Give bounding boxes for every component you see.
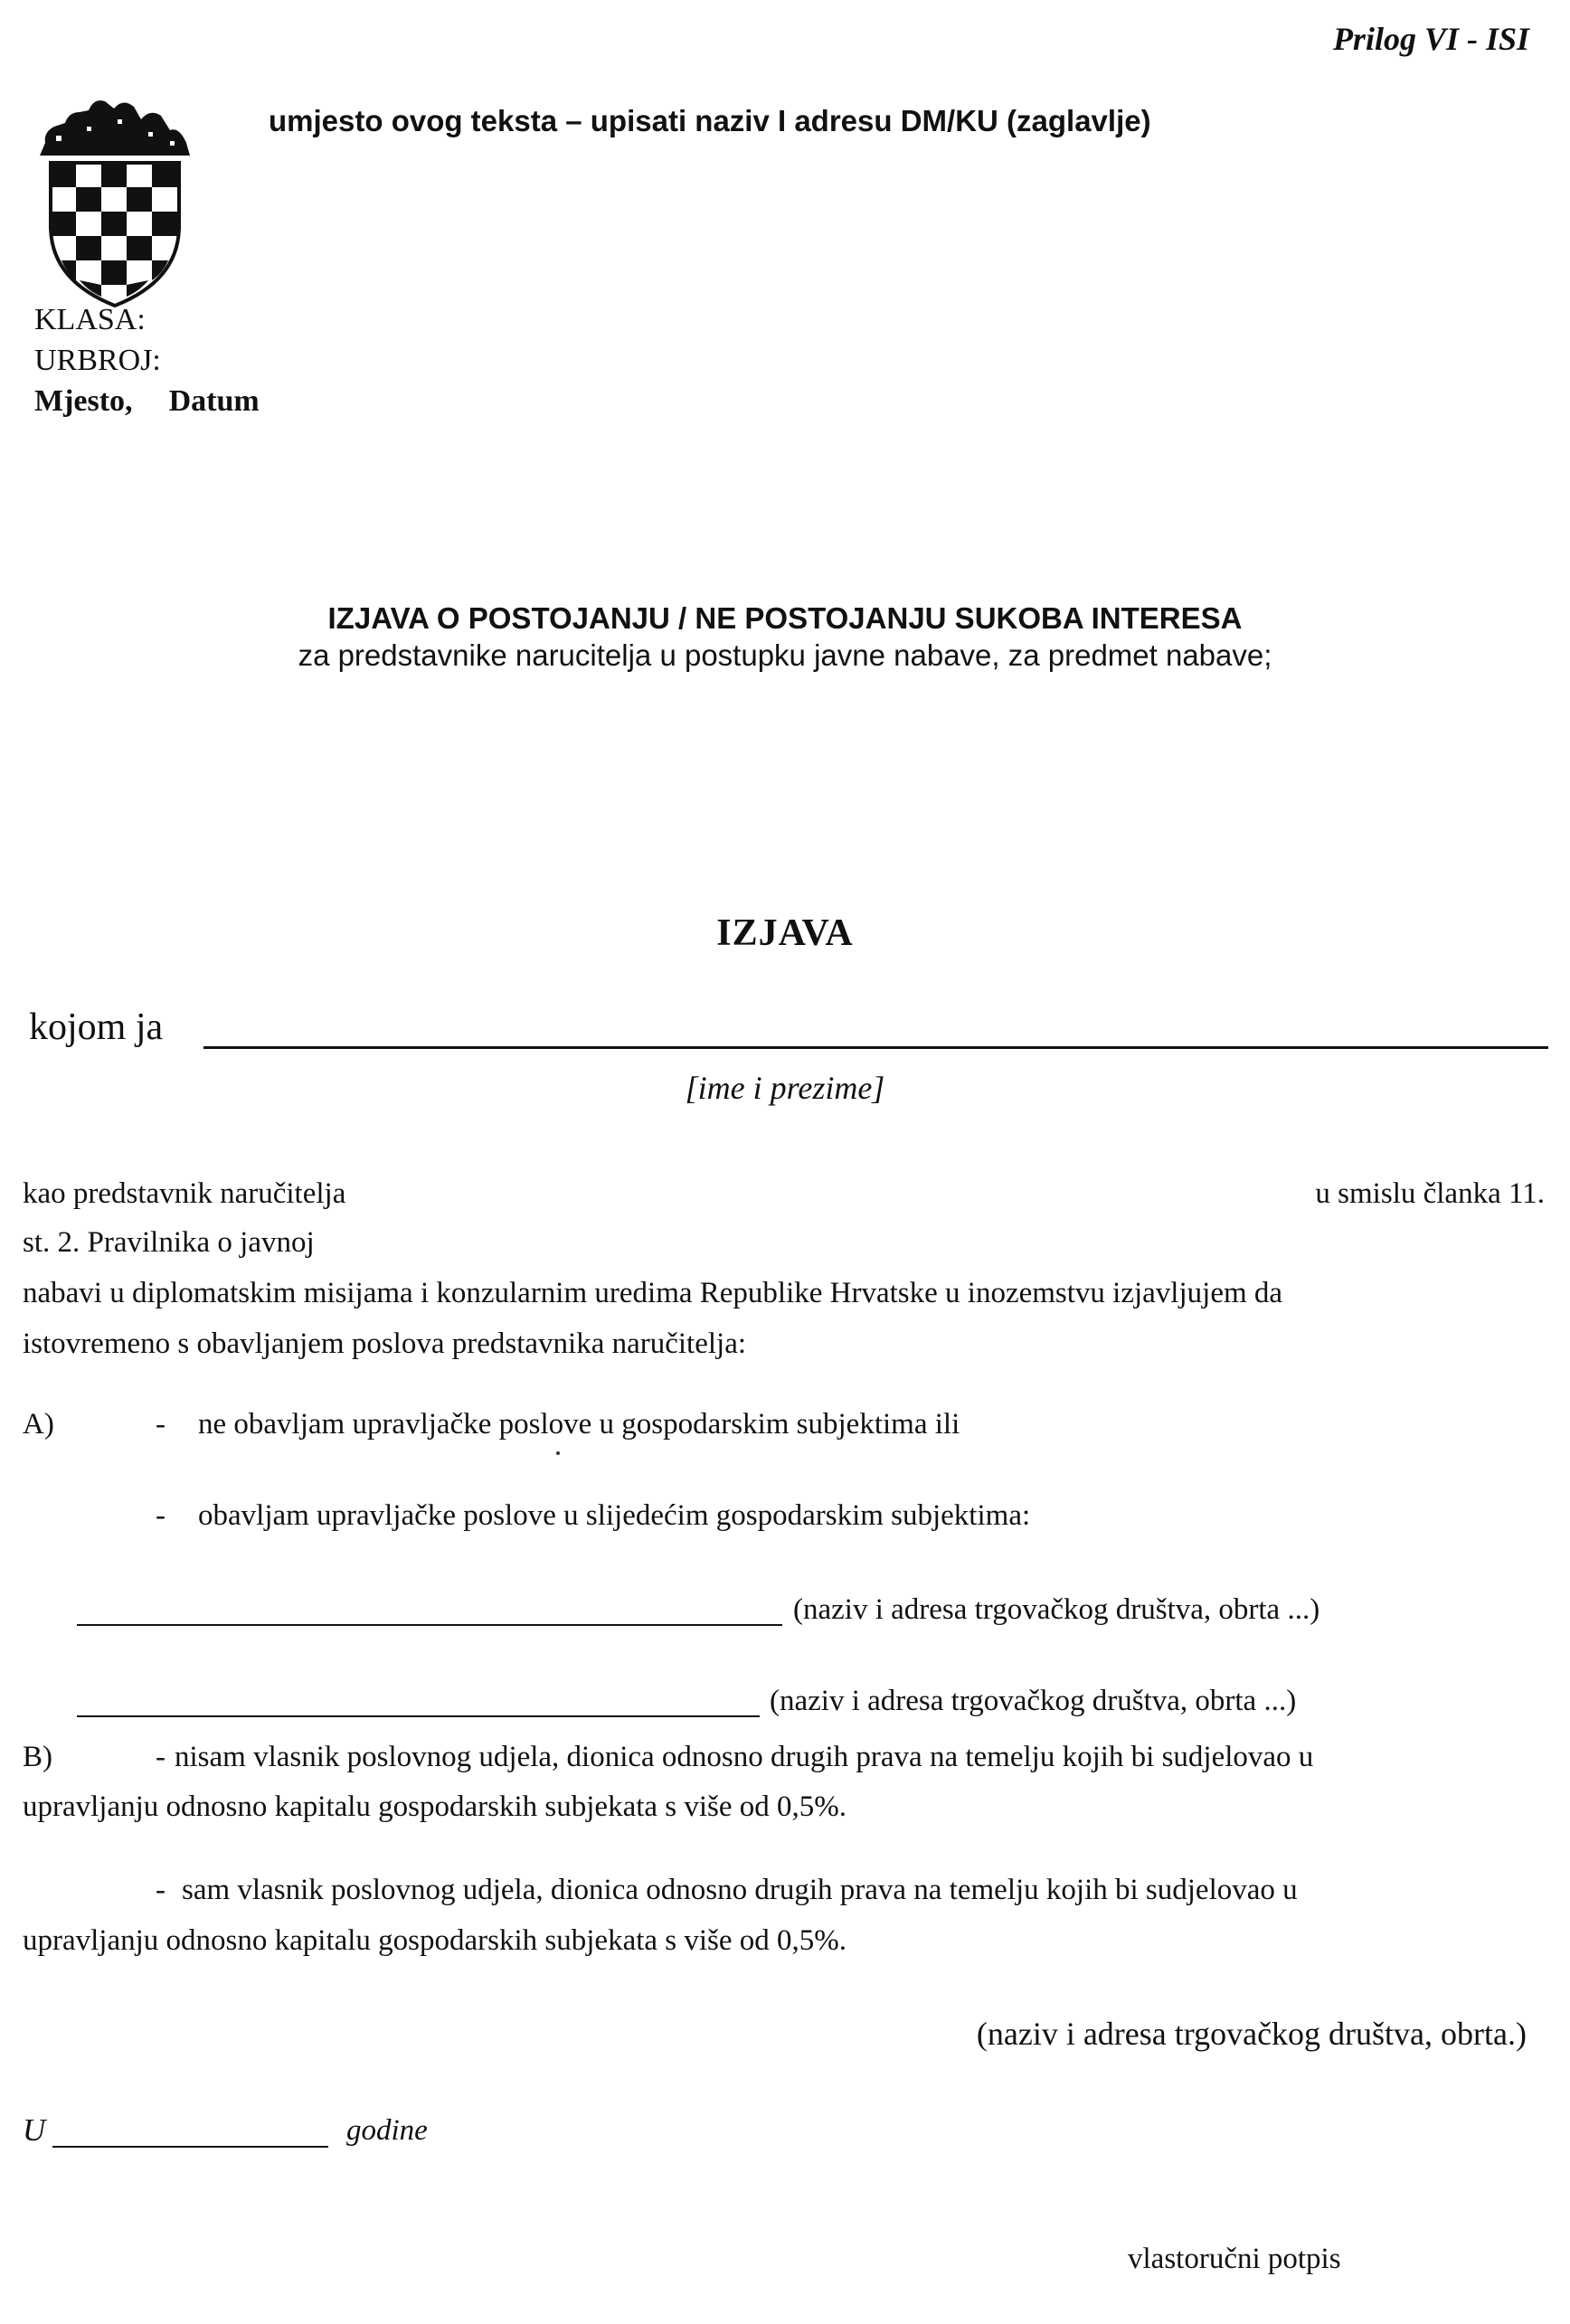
year-suffix: godine: [346, 2114, 428, 2147]
urbroj-label: URBROJ:: [34, 344, 161, 377]
name-blank-line[interactable]: [203, 1046, 1548, 1049]
section-b-option-1: [156, 1741, 1313, 1774]
company-entry-hint-3: (naziv i adresa trgovačkog društva, obrta.): [976, 2016, 1527, 2052]
paragraph-line-4: istovremeno s obavljanjem poslova predstavnika naručitelja:: [23, 1327, 747, 1360]
section-b-option-2-text: sam vlasnik poslovnog udjela, dionica odnosno drugih prava na temelju kojih bi sudjelovao u: [182, 1874, 1298, 1906]
klasa-label: KLASA:: [34, 303, 146, 336]
kojom-ja-label: kojom ja: [29, 1006, 164, 1048]
company-entry-line-1[interactable]: [77, 1624, 782, 1626]
paragraph-line-1-right: u smislu članka 11.: [1315, 1177, 1545, 1210]
annex-label: Prilog VI - ISI: [1332, 21, 1529, 57]
section-a-option-1-text: ne obavljam upravljačke poslove u gospodarskim subjektima ili: [198, 1408, 960, 1441]
dash: -: [156, 1741, 166, 1773]
place-blank-line[interactable]: [52, 2146, 328, 2148]
croatian-coat-of-arms-logo: [34, 99, 195, 307]
place-prefix: U: [23, 2112, 46, 2148]
name-hint: [ime i prezime]: [685, 1070, 885, 1106]
company-entry-hint-2: (naziv i adresa trgovačkog društva, obrta ...): [770, 1685, 1297, 1717]
place-date-line: [34, 384, 260, 419]
section-a-option-2: [156, 1499, 1030, 1533]
signature-label: vlastoručni potpis: [1128, 2243, 1341, 2275]
stray-dot: [556, 1451, 560, 1455]
datum-label: Datum: [168, 384, 260, 418]
paragraph-line-1-left: kao predstavnik naručitelja: [23, 1177, 346, 1210]
document-subtitle: za predstavnike narucitelja u postupku javne nabave, za predmet nabave;: [298, 638, 1272, 672]
paragraph-line-3: nabavi u diplomatskim misijama i konzularnim uredima Republike Hrvatske u inozemstvu izjavljujem da: [23, 1277, 1283, 1309]
dash: -: [156, 1408, 166, 1441]
section-a-label: A): [23, 1408, 54, 1441]
mjesto-label: Mjesto,: [34, 384, 133, 418]
section-b-option-1-cont: upravljanju odnosno kapitalu gospodarskih subjekata s više od 0,5%.: [23, 1790, 847, 1823]
section-a-option-2-text: obavljam upravljačke poslove u slijedećim gospodarskim subjektima:: [198, 1499, 1031, 1532]
company-entry-hint-1: (naziv i adresa trgovačkog društva, obrta ...): [793, 1593, 1320, 1626]
document-title: IZJAVA O POSTOJANJU / NE POSTOJANJU SUKOBA INTERESA: [327, 601, 1243, 635]
section-b-option-2-cont: upravljanju odnosno kapitalu gospodarskih subjekata s više od 0,5%.: [23, 1924, 847, 1957]
header-placeholder-text: umjesto ovog teksta – upisati naziv I adresu DM/KU (zaglavlje): [269, 104, 1151, 137]
paragraph-line-2: st. 2. Pravilnika o javnoj: [23, 1226, 315, 1259]
section-a-option-1: [156, 1408, 960, 1441]
dash: -: [156, 1874, 166, 1906]
section-b-label: B): [23, 1741, 52, 1773]
company-entry-line-2[interactable]: [77, 1715, 760, 1717]
section-b-option-1-text: nisam vlasnik poslovnog udjela, dionica odnosno drugih prava na temelju kojih bi sudjelovao u: [175, 1741, 1314, 1773]
section-b-option-2: [156, 1874, 1298, 1907]
dash: -: [156, 1499, 166, 1532]
statement-heading: IZJAVA: [716, 912, 854, 954]
